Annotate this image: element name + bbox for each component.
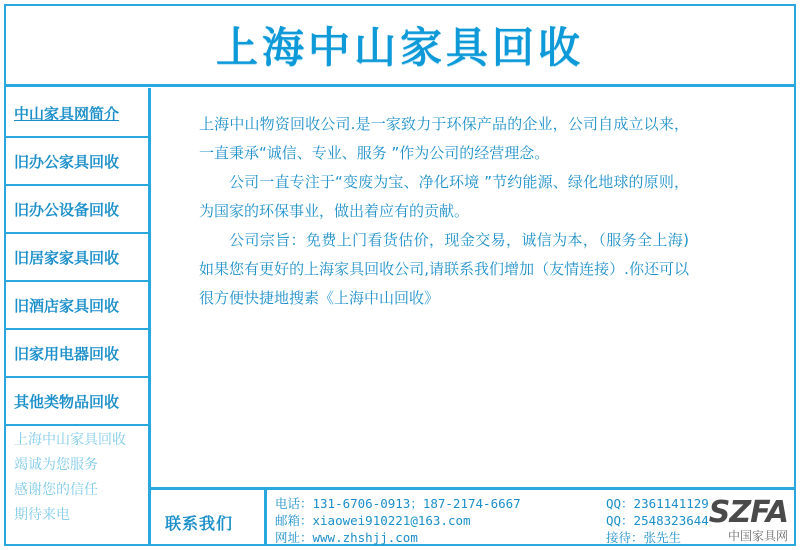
sidebar-item-office-furniture[interactable]	[6, 138, 148, 186]
sidebar	[6, 88, 151, 544]
sidebar-item-label: 旧家用电器回收	[14, 344, 120, 363]
contact-person: 接待：张先生	[606, 530, 682, 545]
header-divider	[6, 84, 794, 87]
contact-qq-2: QQ：2548323644	[606, 513, 709, 528]
sidebar-item-home-furniture[interactable]	[6, 234, 148, 282]
slogan-line: 期待来电	[14, 507, 70, 523]
sidebar-item-label: 其他类物品回收	[14, 392, 120, 411]
purpose-paragraph: 公司宗旨：免费上门看货估价，现金交易，诚信为本，（服务全上海)如果您有更好的上海家具回收公司,请联系我们增加（友情连接）.你还可以很方便快捷地搜素《上海中山回收》	[199, 231, 689, 307]
watermark-logo: SZFA	[708, 495, 788, 530]
sidebar-item-home-appliances[interactable]	[6, 330, 148, 378]
page-header	[6, 6, 794, 84]
sidebar-item-label: 旧酒店家具回收	[14, 296, 120, 315]
sidebar-item-label: 旧居家家具回收	[14, 248, 120, 267]
sidebar-item-intro[interactable]	[6, 90, 148, 138]
contact-title: 联系我们	[165, 514, 234, 533]
sidebar-item-label: 中山家具网简介	[14, 104, 120, 123]
sidebar-item-hotel-furniture[interactable]	[6, 282, 148, 330]
sidebar-nav	[6, 90, 148, 426]
sidebar-item-other-items[interactable]	[6, 378, 148, 426]
page-title: 上海中山家具回收	[215, 23, 584, 72]
sidebar-item-office-equipment[interactable]	[6, 186, 148, 234]
sidebar-slogan	[14, 428, 149, 528]
contact-email: 邮箱：xiaowei910221@163.com	[275, 513, 471, 528]
sidebar-item-label: 旧办公设备回收	[14, 200, 120, 219]
watermark-subtitle: 中国家具网	[727, 529, 788, 543]
intro-paragraph: 上海中山物资回收公司.是一家致力于环保产品的企业，公司自成立以来，一直秉承“诚信、专业、服务 ”作为公司的经营理念。	[199, 115, 689, 162]
company-intro-article	[199, 110, 689, 313]
watermark	[674, 495, 794, 544]
slogan-line: 感谢您的信任	[14, 482, 98, 498]
contact-phone: 电话：131-6706-0913；187-2174-6667	[275, 496, 521, 511]
slogan-line: 上海中山家具回收	[14, 432, 126, 448]
slogan-line: 竭诚为您服务	[14, 457, 98, 473]
principle-paragraph: 公司一直专注于“变废为宝、净化环境 ”节约能源、绿化地球的原则，为国家的环保事业，做出着应有的贡献。	[199, 173, 689, 220]
main-content	[151, 88, 794, 544]
contact-details	[275, 495, 521, 546]
sidebar-item-label: 旧办公家具回收	[14, 152, 120, 171]
contact-website[interactable]: 网址：www.zhshjj.com	[275, 530, 418, 545]
contact-divider	[264, 490, 267, 544]
contact-qq-1: QQ：2361141129	[606, 496, 709, 511]
